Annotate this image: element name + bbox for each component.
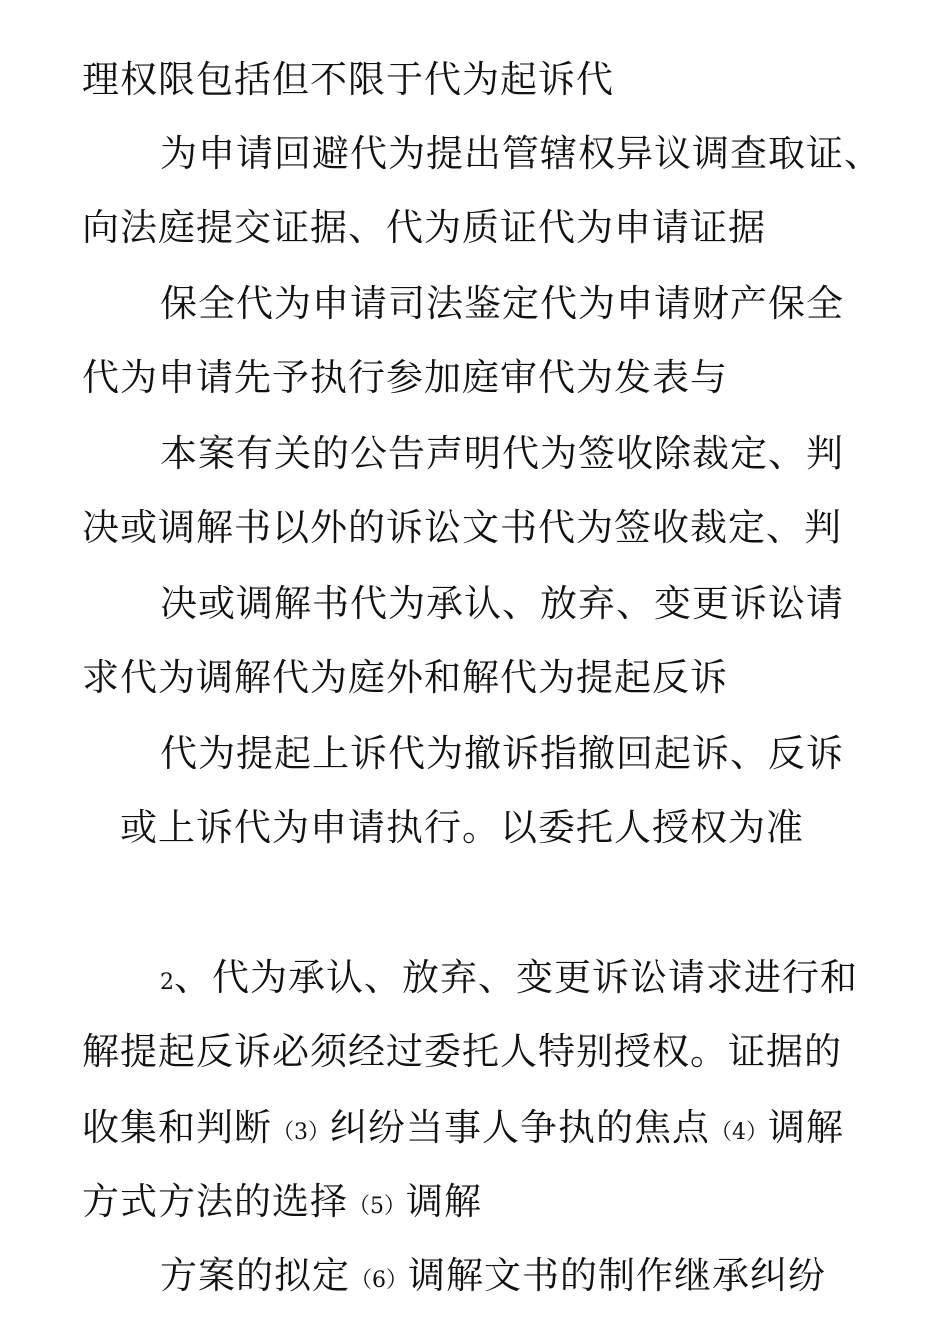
text-line-4: 保全代为申请司法鉴定代为申请财产保全 xyxy=(160,282,844,325)
text-line-7: 决或调解书以外的诉讼文书代为签收裁定、判 xyxy=(82,506,842,549)
text-line-5: 代为申请先予执行参加庭审代为发表与 xyxy=(82,356,728,399)
text-line-10: 代为提起上诉代为撤诉指撤回起诉、反诉 xyxy=(160,732,844,775)
para2-line-3-a: 收集和判断 xyxy=(82,1106,272,1149)
text-line-9: 求代为调解代为庭外和解代为提起反诉 xyxy=(82,656,728,699)
list-number-3: （3） xyxy=(272,1120,330,1145)
para2-line-2: 解提起反诉必须经过委托人特别授权。证据的 xyxy=(82,1030,842,1073)
para2-line-5-b: 调解文书的制作继承纠纷 xyxy=(408,1254,826,1297)
text-line-3: 向法庭提交证据、代为质证代为申请证据 xyxy=(82,206,766,249)
para2-line-5-a: 方案的拟定 xyxy=(160,1254,350,1297)
para2-line-1 xyxy=(160,952,858,1009)
para2-line-4 xyxy=(82,1176,482,1233)
list-number-6: （6） xyxy=(350,1268,408,1293)
para2-line-1-text: 、代为承认、放弃、变更诉讼请求进行和 xyxy=(174,956,858,999)
text-line-8: 决或调解书代为承认、放弃、变更诉讼请 xyxy=(160,582,844,625)
list-number-4: （4） xyxy=(710,1120,768,1145)
para2-line-5 xyxy=(160,1250,826,1307)
para2-line-3 xyxy=(82,1102,844,1159)
para2-line-3-c: 调解 xyxy=(768,1106,844,1149)
para2-line-4-a: 方式方法的选择 xyxy=(82,1180,348,1223)
text-line-11: 或上诉代为申请执行。以委托人授权为准 xyxy=(120,806,804,849)
text-line-6: 本案有关的公告声明代为签收除裁定、判 xyxy=(160,432,844,475)
para2-line-3-b: 纠纷当事人争执的焦点 xyxy=(330,1106,710,1149)
para2-line-4-b: 调解 xyxy=(406,1180,482,1223)
text-line-2: 为申请回避代为提出管辖权异议调查取证、 xyxy=(160,132,882,175)
list-number: 2 xyxy=(160,970,174,995)
list-number-5: （5） xyxy=(348,1194,406,1219)
text-line-1: 理权限包括但不限于代为起诉代 xyxy=(82,58,614,101)
